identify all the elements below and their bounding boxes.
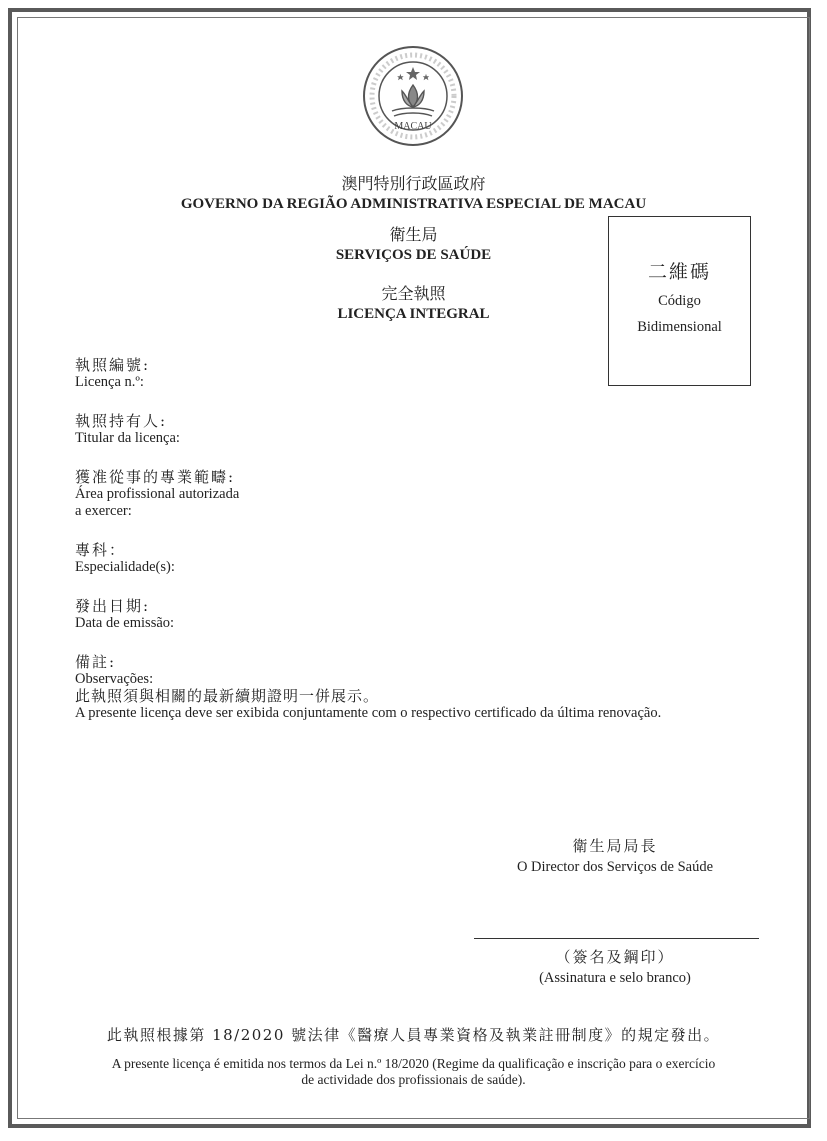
observations-text-zh: 此執照須與相關的最新續期證明一併展示。 [75, 687, 380, 705]
field-label-zh: 專科： [75, 541, 127, 559]
director-title-zh: 衛生局局長 [572, 837, 658, 855]
observations-text-pt: A presente licença deve ser exibida conjuntamente com o respectivo certificado da última renovação. [75, 705, 662, 721]
field-label-pt: Data de emissão: [75, 615, 175, 631]
qr-code-box [608, 216, 751, 386]
field-label-zh: 獲准從事的專業範疇: [75, 468, 236, 486]
signature-label-pt: (Assinatura e selo branco) [539, 970, 691, 986]
department-title-pt: SERVIÇOS DE SAÚDE [335, 247, 492, 263]
legal-basis-pt-line-1: A presente licença é emitida nos termos da Lei n.º 18/2020 (Regime da qualificação e inscrição para o exercício [111, 1056, 716, 1071]
field-label-zh: 備註: [75, 653, 117, 671]
government-title-zh: 澳門特別行政區政府 [341, 174, 486, 193]
field-label-pt: Especialidade(s): [75, 559, 175, 575]
director-title-pt: O Director dos Serviços de Saúde [516, 859, 714, 875]
government-title-pt: GOVERNO DA REGIÃO ADMINISTRATIVA ESPECIAL DE MACAU [180, 196, 647, 212]
document-title-pt: LICENÇA INTEGRAL [337, 306, 490, 322]
legal-basis-zh: 此執照根據第 18/2020 號法律《醫療人員專業資格及執業註冊制度》的規定發出。 [106, 1026, 721, 1044]
field-label-zh: 執照持有人: [75, 412, 168, 430]
legal-basis-pt [30, 1056, 797, 1088]
field-professional-area [75, 469, 239, 520]
field-specialty [75, 542, 175, 576]
field-label-zh: 發出日期: [75, 597, 151, 615]
macau-emblem-icon [362, 45, 464, 147]
field-issue-date [75, 598, 174, 632]
field-label-pt: Licença n.º: [75, 374, 144, 390]
signature-label-zh: （簽名及鋼印） [555, 948, 675, 966]
field-label-pt-2: a exercer: [75, 503, 132, 519]
department-title-zh: 衛生局 [389, 225, 438, 244]
qr-label-zh: 二維碼 [647, 261, 711, 283]
qr-label-pt-1: Código [658, 293, 701, 309]
field-label-pt: Titular da licença: [75, 430, 180, 446]
field-license-number [75, 357, 150, 391]
signature-line [474, 938, 759, 939]
document-title-zh: 完全執照 [381, 284, 446, 303]
field-observations [75, 654, 775, 722]
legal-basis-pt-line-2: de actividade dos profissionais de saúde). [301, 1072, 526, 1087]
field-label-pt: Observações: [75, 671, 154, 687]
field-license-holder [75, 413, 180, 447]
emblem-text: MACAU [394, 121, 432, 132]
field-label-pt: Área profissional autorizada [75, 486, 240, 502]
field-label-zh: 執照編號: [75, 356, 151, 374]
qr-label-pt-2: Bidimensional [637, 319, 722, 335]
